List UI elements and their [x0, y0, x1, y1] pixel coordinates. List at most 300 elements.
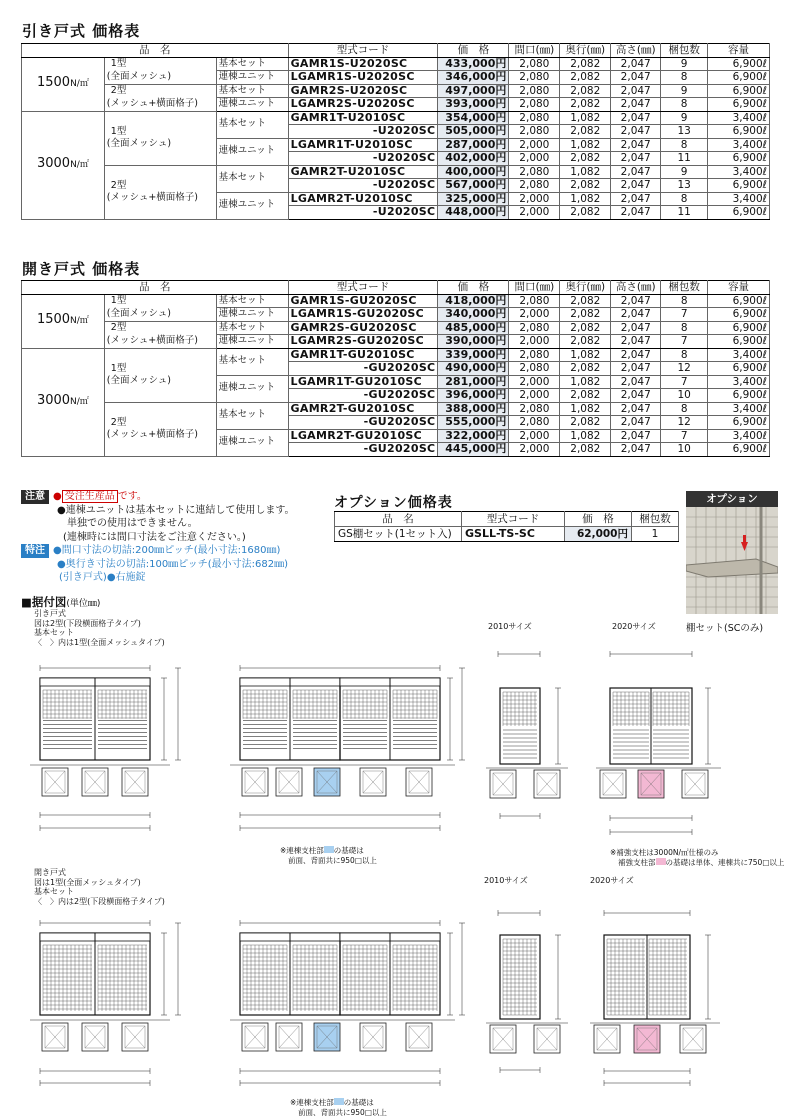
capacity: 3,400ℓ: [708, 138, 770, 152]
capacity: 6,900ℓ: [708, 152, 770, 166]
depth: 2,082: [560, 206, 611, 220]
set-type: 基本セット: [216, 165, 288, 192]
height: 2,047: [611, 192, 661, 206]
price: 396,000円: [438, 389, 509, 403]
hinged-basic-front-drawing: [30, 915, 200, 1095]
sliding-cap-2: 図は2型(下段横面格子タイプ): [34, 618, 141, 628]
col-header-width: 間口(㎜): [509, 281, 560, 295]
packs: 12: [661, 362, 708, 376]
capacity: 3,400ℓ: [708, 429, 770, 443]
option-panel-title: オプション: [686, 491, 778, 507]
price: 485,000円: [438, 321, 509, 335]
set-type: 基本セット: [216, 84, 288, 98]
height: 2,047: [611, 335, 661, 349]
load-unit: N/㎡: [70, 316, 89, 327]
depth: 1,082: [560, 165, 611, 179]
sliding-2020-side-drawing: [596, 646, 746, 846]
set-type: 連棟ユニット: [216, 429, 288, 456]
capacity: 3,400ℓ: [708, 402, 770, 416]
load-unit: N/㎡: [70, 79, 89, 90]
note-a3: 前面、背面共に950□以上: [288, 855, 377, 865]
type-desc: (全面メッシュ): [106, 307, 172, 319]
install-title: [21, 594, 100, 610]
set-type: 連棟ユニット: [216, 71, 288, 85]
hinged-2020-side-drawing: [590, 905, 750, 1095]
height: 2,047: [611, 402, 661, 416]
price: 287,000円: [438, 138, 509, 152]
model-code: -U2020SC: [288, 179, 438, 193]
width: 2,000: [509, 375, 560, 389]
sliding-cap-4: 〈 〉内は1型(全面メッシュタイプ): [34, 637, 165, 647]
price: 497,000円: [438, 84, 509, 98]
price: 354,000円: [438, 111, 509, 125]
depth: 2,082: [560, 294, 611, 308]
note-b3: の基礎は単体、連棟共に750□以上: [665, 857, 785, 867]
depth: 2,082: [560, 443, 611, 457]
size-2010-bottom: 2010サイズ: [484, 876, 528, 885]
packs: 8: [661, 321, 708, 335]
width: 2,000: [509, 192, 560, 206]
packs: 7: [661, 335, 708, 349]
price: 322,000円: [438, 429, 509, 443]
install-unit: (単位㎜): [66, 599, 101, 609]
height: 2,047: [611, 321, 661, 335]
note-a-top: [280, 846, 377, 865]
capacity: 6,900ℓ: [708, 98, 770, 112]
hinged-2010-side-drawing: [478, 905, 598, 1085]
model-code: GAMR2T-GU2010SC: [288, 402, 438, 416]
packs: 11: [661, 152, 708, 166]
type-desc: (メッシュ+横面格子): [106, 97, 198, 109]
set-type: 連棟ユニット: [216, 138, 288, 165]
width: 2,000: [509, 138, 560, 152]
packs: 11: [661, 206, 708, 220]
note-b-top: [610, 848, 784, 867]
load-capacity: [22, 348, 105, 456]
type-desc: (全面メッシュ): [106, 70, 172, 82]
model-code: -U2020SC: [288, 125, 438, 139]
width: 2,000: [509, 335, 560, 349]
type-name: 2型: [110, 179, 127, 191]
capacity: 3,400ℓ: [708, 111, 770, 125]
col-header-code: 型式コード: [288, 281, 438, 295]
depth: 1,082: [560, 402, 611, 416]
col-header-code: 型式コード: [288, 44, 438, 58]
special-line-2: ●奥行き寸法の切詰:100㎜ピッチ(最小寸法:682㎜): [57, 558, 289, 570]
height: 2,047: [611, 165, 661, 179]
price: 325,000円: [438, 192, 509, 206]
hinged-connected-front-drawing: [210, 915, 470, 1095]
model-code: LGAMR2T-U2010SC: [288, 192, 438, 206]
depth: 2,082: [560, 416, 611, 430]
load-unit: N/㎡: [70, 397, 89, 408]
col-header-height: 高さ(㎜): [611, 44, 661, 58]
note-a1: ※連棟支柱部: [280, 846, 324, 855]
width: 2,080: [509, 111, 560, 125]
capacity: 6,900ℓ: [708, 362, 770, 376]
model-code: -GU2020SC: [288, 416, 438, 430]
sliding-connected-front-drawing: [210, 660, 470, 840]
col-header-capacity: 容量: [708, 281, 770, 295]
sliding-2010-side-drawing: [478, 646, 598, 826]
col-header-packs: 梱包数: [661, 44, 708, 58]
size-2020-bottom: 2020サイズ: [590, 876, 634, 885]
set-type: 連棟ユニット: [216, 98, 288, 112]
packs: 9: [661, 84, 708, 98]
type-cell: [104, 348, 216, 402]
depth: 2,082: [560, 84, 611, 98]
height: 2,047: [611, 362, 661, 376]
sliding-price-table: [21, 43, 770, 220]
col-header-name: 品 名: [22, 281, 289, 295]
model-code: GAMR2S-GU2020SC: [288, 321, 438, 335]
load-value: 3000: [36, 393, 71, 409]
load-value: 1500: [36, 75, 71, 91]
model-code: -U2020SC: [288, 206, 438, 220]
type-name: 1型: [110, 362, 127, 374]
model-code: GAMR2S-U2020SC: [288, 84, 438, 98]
col-header-packs: 梱包数: [661, 281, 708, 295]
load-capacity: [22, 57, 105, 111]
side-frame: [500, 688, 540, 764]
width: 2,080: [509, 98, 560, 112]
size-2010-top: 2010サイズ: [488, 622, 532, 631]
col-header-price: 価 格: [438, 44, 509, 58]
type-name: 1型: [110, 295, 127, 306]
type-cell: [104, 294, 216, 321]
packs: 8: [661, 192, 708, 206]
height: 2,047: [611, 348, 661, 362]
special-line-1: ●間口寸法の切詰:200㎜ピッチ(最小寸法:1680㎜): [53, 545, 281, 556]
set-type: 基本セット: [216, 57, 288, 71]
option-panel: [686, 491, 778, 634]
hinged-price-table: [21, 280, 770, 457]
set-type: 基本セット: [216, 294, 288, 308]
capacity: 6,900ℓ: [708, 179, 770, 193]
col-header-depth: 奥行(㎜): [560, 44, 611, 58]
shelf-photo: [686, 507, 778, 614]
hinged-title: 開き戸式 価格表: [22, 260, 141, 278]
capacity: 6,900ℓ: [708, 335, 770, 349]
height: 2,047: [611, 84, 661, 98]
model-code: GAMR2T-U2010SC: [288, 165, 438, 179]
size-2020-top: 2020サイズ: [612, 622, 656, 631]
caution-line-3: 単独での使用はできません。: [67, 518, 198, 529]
price: 445,000円: [438, 443, 509, 457]
hinged-cap-4: 〈 〉内は2型(下段横面格子タイプ): [34, 896, 165, 906]
width: 2,080: [509, 362, 560, 376]
price: 567,000円: [438, 179, 509, 193]
depth: 1,082: [560, 138, 611, 152]
made-to-order-label: 受注生産品: [62, 490, 118, 503]
depth: 1,082: [560, 192, 611, 206]
option-price-table: [334, 511, 679, 542]
price: 346,000円: [438, 71, 509, 85]
packs: 7: [661, 429, 708, 443]
model-code: LGAMR2S-GU2020SC: [288, 335, 438, 349]
depth: 2,082: [560, 57, 611, 71]
packs: 8: [661, 71, 708, 85]
opt-price: 62,000円: [565, 527, 632, 542]
width: 2,000: [509, 308, 560, 322]
packs: 8: [661, 348, 708, 362]
opt-name: GS棚セット(1セット入): [335, 527, 462, 542]
special-line-3b: ●右施錠: [106, 572, 146, 583]
height: 2,047: [611, 443, 661, 457]
note-a1-b: ※連棟支柱部: [290, 1098, 334, 1107]
width: 2,000: [509, 443, 560, 457]
note-a2-b: の基礎は: [343, 1098, 374, 1107]
opt-pack: 1: [632, 527, 679, 542]
set-type: 基本セット: [216, 111, 288, 138]
opt-code: GSLL-TS-SC: [462, 527, 565, 542]
width: 2,080: [509, 71, 560, 85]
price: 390,000円: [438, 335, 509, 349]
height: 2,047: [611, 98, 661, 112]
height: 2,047: [611, 57, 661, 71]
col-header-width: 間口(㎜): [509, 44, 560, 58]
type-desc: (メッシュ+横面格子): [106, 334, 198, 346]
height: 2,047: [611, 308, 661, 322]
opt-h-code: 型式コード: [462, 512, 565, 527]
capacity: 6,900ℓ: [708, 84, 770, 98]
sliding-title: 引き戸式 価格表: [22, 22, 141, 40]
depth: 2,082: [560, 179, 611, 193]
col-header-price: 価 格: [438, 281, 509, 295]
model-code: -GU2020SC: [288, 362, 438, 376]
capacity: 6,900ℓ: [708, 57, 770, 71]
type-name: 2型: [110, 85, 127, 96]
hinged-cap-3: 基本セット: [34, 887, 74, 896]
side-frame: [500, 935, 540, 1019]
load-unit: N/㎡: [70, 160, 89, 171]
height: 2,047: [611, 294, 661, 308]
install-title-text: ■据付図: [21, 595, 67, 609]
set-type: 基本セット: [216, 348, 288, 375]
opt-h-price: 価 格: [565, 512, 632, 527]
capacity: 3,400ℓ: [708, 348, 770, 362]
type-name: 2型: [110, 322, 127, 333]
col-header-capacity: 容量: [708, 44, 770, 58]
sliding-cap-1: 引き戸式: [34, 609, 66, 618]
sliding-basic-front-drawing: [30, 660, 200, 840]
depth: 1,082: [560, 348, 611, 362]
note-a-bottom: [290, 1098, 387, 1117]
width: 2,080: [509, 416, 560, 430]
depth: 2,082: [560, 321, 611, 335]
col-header-height: 高さ(㎜): [611, 281, 661, 295]
packs: 12: [661, 416, 708, 430]
type-name: 1型: [110, 58, 127, 69]
caution-bullet: ●: [53, 491, 62, 502]
width: 2,080: [509, 125, 560, 139]
packs: 7: [661, 308, 708, 322]
sliding-caption: [34, 609, 165, 647]
type-name: 1型: [110, 125, 127, 137]
price-row: [22, 348, 770, 362]
width: 2,080: [509, 321, 560, 335]
width: 2,000: [509, 152, 560, 166]
capacity: 3,400ℓ: [708, 375, 770, 389]
type-cell: [104, 84, 216, 111]
set-type: 連棟ユニット: [216, 335, 288, 349]
model-code: GAMR1T-U2010SC: [288, 111, 438, 125]
price-row: [22, 165, 770, 179]
packs: 8: [661, 294, 708, 308]
set-type: 連棟ユニット: [216, 308, 288, 322]
packs: 9: [661, 57, 708, 71]
height: 2,047: [611, 429, 661, 443]
depth: 2,082: [560, 362, 611, 376]
type-cell: [104, 57, 216, 84]
capacity: 6,900ℓ: [708, 294, 770, 308]
width: 2,080: [509, 165, 560, 179]
load-value: 1500: [36, 312, 71, 328]
set-type: 基本セット: [216, 321, 288, 335]
type-cell: [104, 402, 216, 456]
caution-note: [21, 490, 295, 585]
price-row: [22, 57, 770, 71]
price-row: [22, 294, 770, 308]
type-desc: (メッシュ+横面格子): [106, 429, 198, 440]
model-code: GAMR1T-GU2010SC: [288, 348, 438, 362]
model-code: -U2020SC: [288, 152, 438, 166]
width: 2,080: [509, 402, 560, 416]
price: 433,000円: [438, 57, 509, 71]
height: 2,047: [611, 375, 661, 389]
type-desc: (全面メッシュ): [106, 138, 172, 149]
load-value: 3000: [36, 156, 71, 172]
model-code: GAMR1S-GU2020SC: [288, 294, 438, 308]
price: 490,000円: [438, 362, 509, 376]
hinged-caption: [34, 868, 165, 906]
capacity: 6,900ℓ: [708, 321, 770, 335]
option-title: オプション価格表: [334, 495, 453, 511]
note-a2: の基礎は: [333, 846, 364, 855]
depth: 2,082: [560, 125, 611, 139]
packs: 8: [661, 402, 708, 416]
depth: 2,082: [560, 389, 611, 403]
width: 2,080: [509, 179, 560, 193]
hinged-cap-1: 開き戸式: [34, 868, 66, 877]
type-desc: (全面メッシュ): [106, 375, 172, 386]
set-type: 連棟ユニット: [216, 192, 288, 219]
capacity: 6,900ℓ: [708, 416, 770, 430]
type-cell: [104, 321, 216, 348]
depth: 1,082: [560, 375, 611, 389]
model-code: LGAMR2S-U2020SC: [288, 98, 438, 112]
packs: 9: [661, 111, 708, 125]
sliding-cap-3: 基本セット: [34, 628, 74, 637]
hinged-cap-2: 図は1型(全面メッシュタイプ): [34, 877, 141, 887]
height: 2,047: [611, 125, 661, 139]
model-code: LGAMR2T-GU2010SC: [288, 429, 438, 443]
set-type: 基本セット: [216, 402, 288, 429]
depth: 2,082: [560, 98, 611, 112]
depth: 2,082: [560, 308, 611, 322]
price: 400,000円: [438, 165, 509, 179]
height: 2,047: [611, 152, 661, 166]
width: 2,080: [509, 57, 560, 71]
load-capacity: [22, 294, 105, 348]
caution-line-2: ●連棟ユニットは基本セットに連結して使用します。: [57, 504, 295, 516]
col-header-name: 品 名: [22, 44, 289, 58]
set-type: 連棟ユニット: [216, 375, 288, 402]
col-header-depth: 奥行(㎜): [560, 281, 611, 295]
depth: 2,082: [560, 335, 611, 349]
width: 2,000: [509, 429, 560, 443]
depth: 2,082: [560, 71, 611, 85]
price-row: [22, 111, 770, 125]
width: 2,080: [509, 348, 560, 362]
price: 393,000円: [438, 98, 509, 112]
caution-badge: 注意: [21, 490, 49, 504]
type-cell: [104, 111, 216, 165]
height: 2,047: [611, 206, 661, 220]
note-b1: ※補強支柱は3000N/㎡仕様のみ: [610, 848, 719, 857]
packs: 13: [661, 125, 708, 139]
special-badge: 特注: [21, 544, 49, 558]
packs: 8: [661, 138, 708, 152]
depth: 2,082: [560, 152, 611, 166]
price-row: [22, 321, 770, 335]
type-name: 2型: [110, 416, 127, 428]
height: 2,047: [611, 138, 661, 152]
model-code: LGAMR1S-GU2020SC: [288, 308, 438, 322]
model-code: LGAMR1T-U2010SC: [288, 138, 438, 152]
capacity: 3,400ℓ: [708, 165, 770, 179]
opt-h-pack: 梱包数: [632, 512, 679, 527]
capacity: 6,900ℓ: [708, 389, 770, 403]
height: 2,047: [611, 71, 661, 85]
price: 402,000円: [438, 152, 509, 166]
model-code: LGAMR1S-U2020SC: [288, 71, 438, 85]
packs: 9: [661, 165, 708, 179]
height: 2,047: [611, 111, 661, 125]
price: 555,000円: [438, 416, 509, 430]
packs: 13: [661, 179, 708, 193]
depth: 1,082: [560, 429, 611, 443]
note-b2: 補強支柱部: [618, 857, 656, 867]
model-code: -GU2020SC: [288, 443, 438, 457]
packs: 10: [661, 389, 708, 403]
width: 2,000: [509, 389, 560, 403]
width: 2,080: [509, 294, 560, 308]
price: 281,000円: [438, 375, 509, 389]
height: 2,047: [611, 389, 661, 403]
packs: 8: [661, 98, 708, 112]
width: 2,080: [509, 84, 560, 98]
price: 448,000円: [438, 206, 509, 220]
price: 388,000円: [438, 402, 509, 416]
caution-tail: です。: [117, 491, 147, 502]
packs: 7: [661, 375, 708, 389]
special-line-3a: (引き戸式): [59, 572, 107, 583]
price: 339,000円: [438, 348, 509, 362]
width: 2,000: [509, 206, 560, 220]
load-capacity: [22, 111, 105, 219]
depth: 1,082: [560, 111, 611, 125]
capacity: 6,900ℓ: [708, 71, 770, 85]
capacity: 3,400ℓ: [708, 192, 770, 206]
type-desc: (メッシュ+横面格子): [106, 192, 198, 203]
opt-h-name: 品 名: [335, 512, 462, 527]
price: 418,000円: [438, 294, 509, 308]
price-row: [22, 402, 770, 416]
price-row: [22, 84, 770, 98]
height: 2,047: [611, 179, 661, 193]
capacity: 6,900ℓ: [708, 206, 770, 220]
